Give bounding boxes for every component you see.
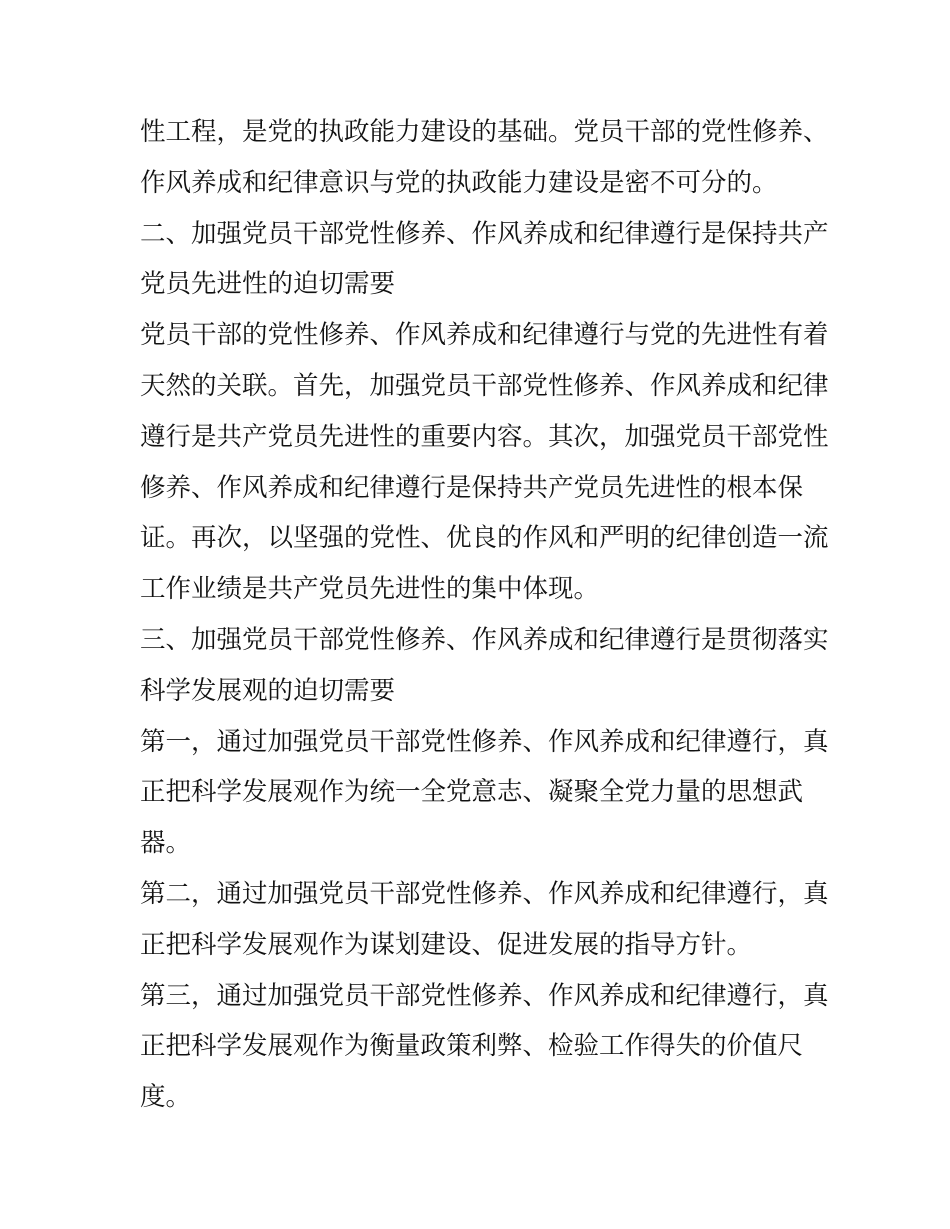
text-line: 第三，通过加强党员干部党性修养、作风养成和纪律遵行，真 — [140, 980, 829, 1011]
text-line: 正把科学发展观作为谋划建设、促进发展的指导方针。 — [140, 929, 753, 960]
document-body — [140, 107, 829, 1123]
text-line: 工作业绩是共产党员先进性的集中体现。 — [140, 574, 600, 605]
text-line: 器。 — [140, 828, 192, 859]
text-line: 修养、作风养成和纪律遵行是保持共产党员先进性的根本保 — [140, 472, 804, 503]
text-line: 作风养成和纪律意识与党的执政能力建设是密不可分的。 — [140, 167, 778, 198]
section-heading-line: 三、加强党员干部党性修养、作风养成和纪律遵行是贯彻落实 — [140, 624, 829, 655]
text-line: 性工程，是党的执政能力建设的基础。党员干部的党性修养、 — [140, 117, 829, 147]
text-line: 度。 — [140, 1082, 192, 1113]
text-line: 证。再次，以坚强的党性、优良的作风和严明的纪律创造一流 — [140, 523, 829, 554]
text-line: 正把科学发展观作为统一全党意志、凝聚全党力量的思想武 — [140, 777, 804, 808]
section-heading-line: 二、加强党员干部党性修养、作风养成和纪律遵行是保持共产 — [140, 218, 829, 249]
text-line: 第二，通过加强党员干部党性修养、作风养成和纪律遵行，真 — [140, 878, 829, 909]
section-heading-line: 党员先进性的迫切需要 — [140, 269, 396, 300]
text-line: 正把科学发展观作为衡量政策利弊、检验工作得失的价值尺 — [140, 1031, 804, 1062]
text-line: 党员干部的党性修养、作风养成和纪律遵行与党的先进性有着 — [140, 320, 829, 351]
text-line: 遵行是共产党员先进性的重要内容。其次，加强党员干部党性 — [140, 421, 829, 452]
section-heading-line: 科学发展观的迫切需要 — [140, 675, 396, 706]
text-line: 第一，通过加强党员干部党性修养、作风养成和纪律遵行，真 — [140, 726, 829, 757]
text-line: 天然的关联。首先，加强党员干部党性修养、作风养成和纪律 — [140, 370, 829, 401]
